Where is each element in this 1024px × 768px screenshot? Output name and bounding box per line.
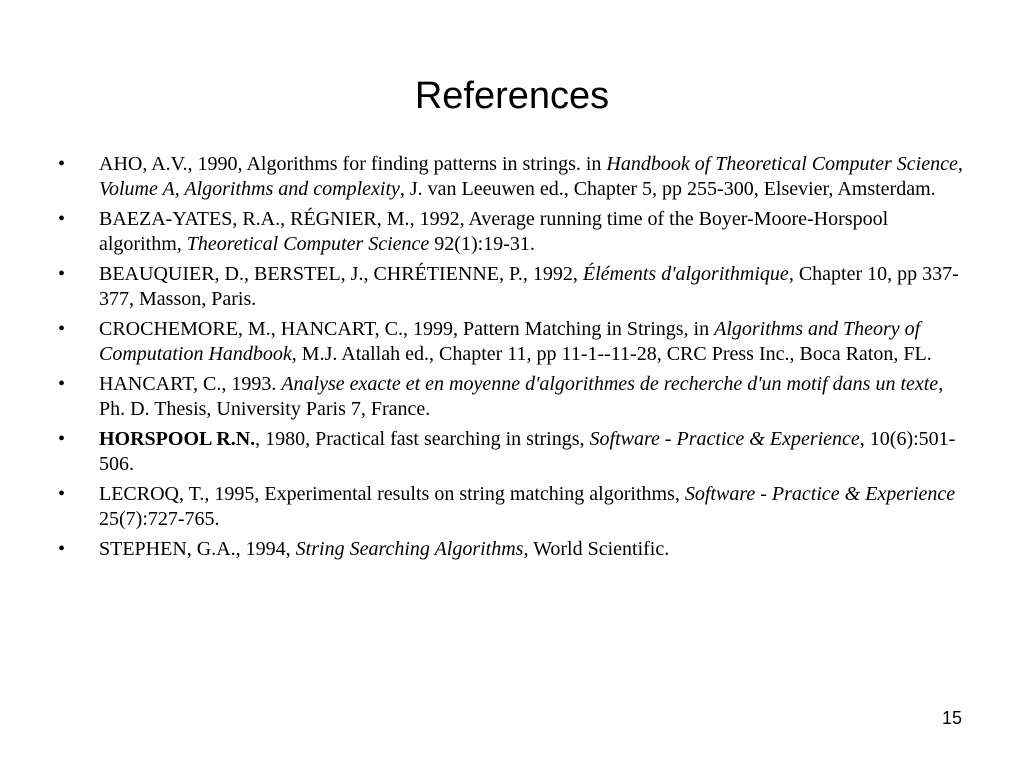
bullet-icon: • bbox=[58, 428, 66, 450]
reference-item bbox=[58, 317, 968, 367]
page-number: 15 bbox=[941, 708, 962, 728]
reference-authors: HANCART, C. bbox=[99, 373, 222, 395]
reference-work-title: Analyse exacte et en moyenne d'algorithmes de recherche d'un motif dans un texte bbox=[281, 373, 939, 395]
reference-work-title: Handbook of Theoretical Computer Science, Volume A, Algorithms and complexity bbox=[99, 153, 963, 200]
reference-publication: , World Scientific. bbox=[523, 538, 670, 560]
reference-item bbox=[58, 482, 968, 532]
reference-work-title: Éléments d'algorithmique bbox=[582, 263, 789, 285]
reference-details: , 1980, Practical fast searching in strings, bbox=[255, 428, 590, 450]
reference-publication: , J. van Leeuwen ed., Chapter 5, pp 255-300, Elsevier, Amsterdam. bbox=[399, 178, 936, 200]
reference-item bbox=[58, 207, 968, 257]
reference-item bbox=[58, 537, 968, 562]
reference-publication: , Ph. D. Thesis, University Paris 7, France. bbox=[99, 373, 944, 420]
reference-details: , 1992, bbox=[522, 263, 583, 285]
reference-details: , 1993. bbox=[221, 373, 282, 395]
reference-details: , 1994, bbox=[235, 538, 296, 560]
reference-authors: STEPHEN, G.A. bbox=[99, 538, 236, 560]
bullet-icon: • bbox=[58, 318, 66, 340]
reference-publication: 25(7):727-765. bbox=[99, 508, 220, 530]
reference-item bbox=[58, 372, 968, 422]
reference-publication: , M.J. Atallah ed., Chapter 11, pp 11-1--11-28, CRC Press Inc., Boca Raton, FL. bbox=[291, 343, 932, 365]
reference-work-title: Software - Practice & Experience bbox=[589, 428, 860, 450]
reference-authors: BEAUQUIER, D., BERSTEL, J., CHRÉTIENNE, P. bbox=[99, 263, 523, 285]
reference-publication: , Chapter 10, pp 337-377, Masson, Paris. bbox=[99, 263, 959, 310]
reference-item bbox=[58, 427, 968, 477]
bullet-icon: • bbox=[58, 153, 66, 175]
reference-authors: LECROQ, T. bbox=[99, 483, 205, 505]
reference-authors: AHO, A.V. bbox=[99, 153, 188, 175]
bullet-icon: • bbox=[58, 538, 66, 560]
reference-list bbox=[58, 152, 968, 567]
bullet-icon: • bbox=[58, 208, 66, 230]
reference-authors: CROCHEMORE, M., HANCART, C. bbox=[99, 318, 404, 340]
slide-title: References bbox=[414, 75, 610, 117]
reference-work-title: String Searching Algorithms bbox=[295, 538, 524, 560]
reference-work-title: Algorithms and Theory of Computation Handbook bbox=[99, 318, 921, 365]
reference-work-title: Theoretical Computer Science bbox=[186, 233, 430, 255]
reference-details: , 1992, Average running time of the Boyer-Moore-Horspool algorithm, bbox=[99, 208, 889, 255]
bullet-icon: • bbox=[58, 373, 66, 395]
reference-details: , 1990, Algorithms for finding patterns in strings. in bbox=[187, 153, 607, 175]
reference-authors: BAEZA-YATES, R.A., RÉGNIER, M. bbox=[99, 208, 410, 230]
reference-work-title: Software - Practice & Experience bbox=[684, 483, 956, 505]
reference-item bbox=[58, 152, 968, 202]
reference-details: , 1999, Pattern Matching in Strings, in bbox=[403, 318, 715, 340]
bullet-icon: • bbox=[58, 263, 66, 285]
reference-authors: HORSPOOL R.N. bbox=[99, 428, 256, 450]
reference-publication: , 10(6):501-506. bbox=[99, 428, 956, 475]
bullet-icon: • bbox=[58, 483, 66, 505]
reference-item bbox=[58, 262, 968, 312]
reference-details: , 1995, Experimental results on string matching algorithms, bbox=[204, 483, 685, 505]
reference-publication: 92(1):19-31. bbox=[429, 233, 535, 255]
